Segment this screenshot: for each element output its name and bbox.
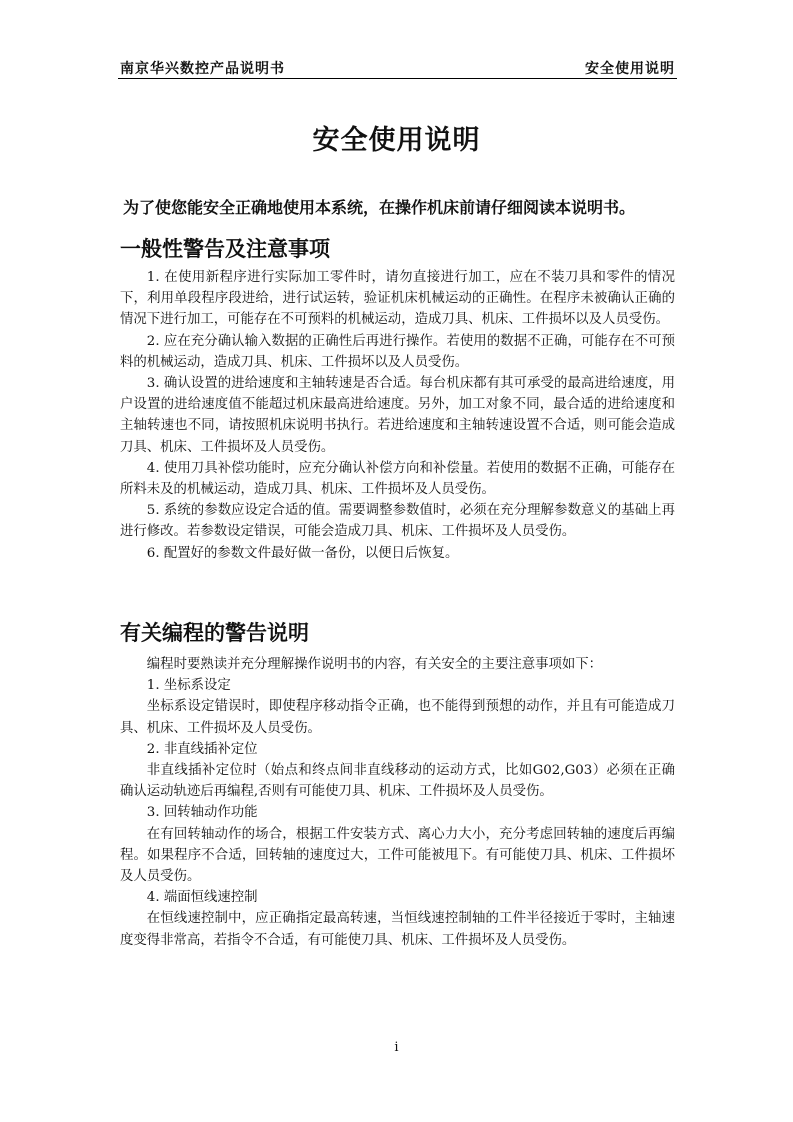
paragraph: 3. 确认设置的进给速度和主轴转速是否合适。每台机床都有其可承受的最高进给速度，用户设置的进给速度值不能超过机床最高进给速度。另外，加工对象不同，最合适的进给速度和主轴转速也不同，请按照机床说明书执行。若进给速度和主轴转速设置不合适，则可能会造成刀具、机床、工件损坏及人员受伤。 (120, 376, 675, 455)
section-heading-general-warnings: 一般性警告及注意事项 (120, 237, 330, 261)
paragraph: 2. 非直线插补定位 (146, 741, 258, 757)
paragraph: 在有回转轴动作的场合，根据工件安装方式、离心力大小，充分考虑回转轴的速度后再编程。如果程序不合适，回转轴的速度过大，工件可能被甩下。有可能使刀具、机床、工件损坏及人员受伤。 (120, 826, 675, 885)
section-body-programming-warnings (120, 654, 675, 951)
section-heading-programming-warnings: 有关编程的警告说明 (120, 621, 309, 645)
paragraph: 编程时要熟读并充分理解操作说明书的内容，有关安全的主要注意事项如下： (146, 657, 603, 672)
paragraph: 2. 应在充分确认输入数据的正确性后再进行操作。若使用的数据不正确，可能存在不可预料的机械运动，造成刀具、机床、工件损坏以及人员受伤。 (120, 333, 675, 370)
paragraph: 3. 回转轴动作功能 (146, 805, 258, 821)
intro-statement: 为了使您能安全正确地使用本系统，在操作机床前请仔细阅读本说明书。 (123, 198, 636, 217)
section-body-general-warnings (120, 267, 675, 564)
paragraph: 1. 坐标系设定 (146, 678, 231, 694)
page-title: 安全使用说明 (312, 125, 481, 156)
header-doc-title: 南京华兴数控产品说明书 (120, 61, 285, 77)
paragraph: 4. 端面恒线速控制 (146, 890, 258, 906)
paragraph: 非直线插补定位时（始点和终点间非直线移动的运动方式，比如G02,G03）必须在正确确认运动轨迹后再编程,否则有可能使刀具、机床、工件损坏及人员受伤。 (120, 763, 675, 800)
page-header (118, 56, 677, 79)
paragraph: 6. 配置好的参数文件最好做一备份，以便日后恢复。 (146, 545, 459, 561)
paragraph: 1. 在使用新程序进行实际加工零件时，请勿直接进行加工，应在不装刀具和零件的情况下，利用单段程序段进给，进行试运转，验证机床机械运动的正确性。在程序未被确认正确的情况下进行加工，可能存在不可预料的机械运动，造成刀具、机床、工件损坏以及人员受伤。 (120, 270, 675, 328)
paragraph: 4. 使用刀具补偿功能时，应充分确认补偿方向和补偿量。若使用的数据不正确，可能存在所料未及的机械运动，造成刀具、机床、工件损坏及人员受伤。 (120, 460, 675, 498)
paragraph: 在恒线速控制中，应正确指定最高转速，当恒线速控制轴的工件半径接近于零时，主轴速度变得非常高，若指令不合适，有可能使刀具、机床、工件损坏及人员受伤。 (120, 911, 675, 948)
paragraph: 坐标系设定错误时，即使程序移动指令正确，也不能得到预想的动作，并且有可能造成刀具、机床、工件损坏及人员受伤。 (120, 699, 675, 736)
paragraph: 5. 系统的参数应设定合适的值。需要调整参数值时，必须在充分理解参数意义的基础上再进行修改。若参数设定错误，可能会造成刀具、机床、工件损坏及人员受伤。 (120, 503, 675, 540)
header-section-title: 安全使用说明 (585, 61, 675, 77)
page-number: i (394, 1040, 399, 1055)
